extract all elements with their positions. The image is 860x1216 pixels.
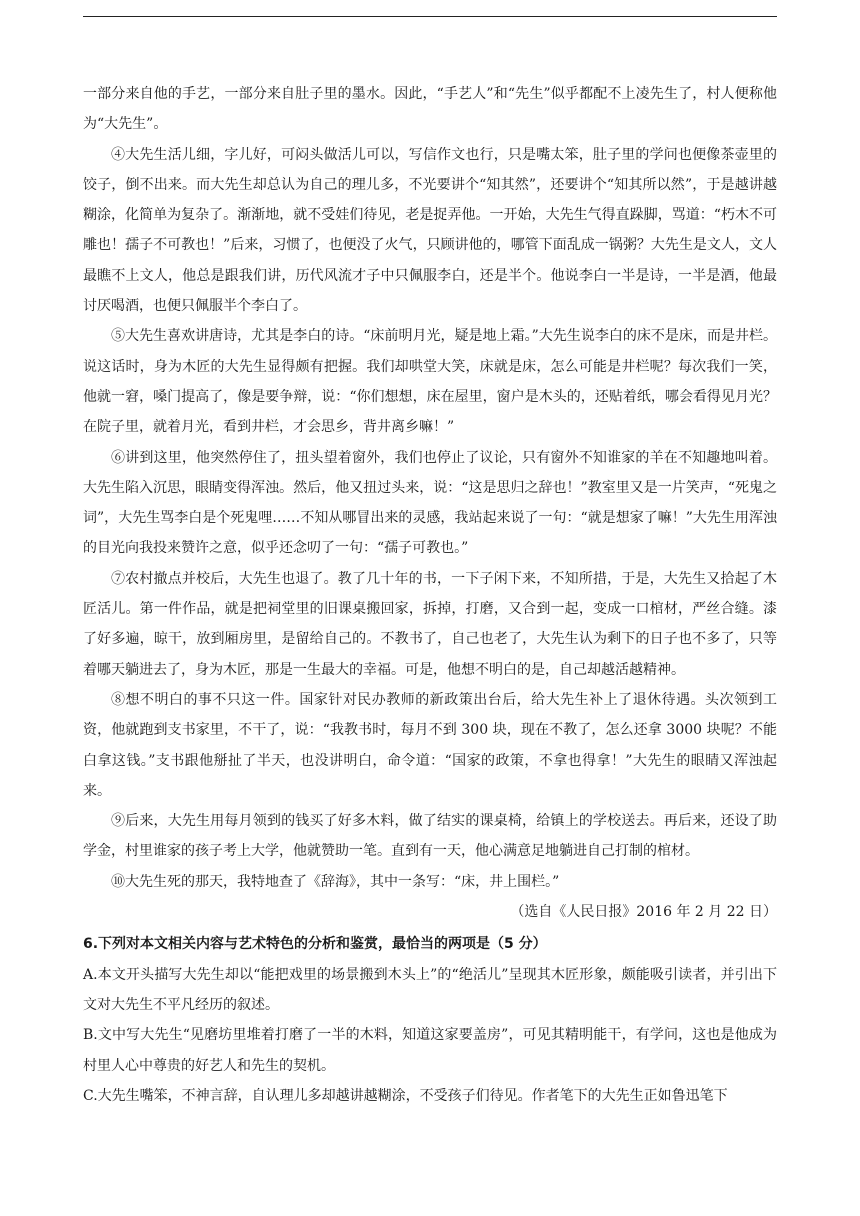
option-b: B.文中写大先生“见磨坊里堆着打磨了一半的木料，知道这家要盖房”，可见其精明能干，有学问，这也是他成为村里人心中尊贵的好艺人和先生的契机。 — [83, 1027, 777, 1074]
paragraph-9: ⑨后来，大先生用每月领到的钱买了好多木料，做了结实的课桌椅，给镇上的学校送去。再后来，还设了助学金，村里谁家的孩子考上大学，他就赞助一笔。直到有一天，他心满意足地躺进自己打制的棺材。 — [83, 813, 777, 860]
option-c: C.大先生嘴笨，不神言辞，自认理儿多却越讲越糊涂，不受孩子们待见。作者笔下的大先生正如鲁迅笔下 — [83, 1087, 728, 1104]
paragraph-5: ⑤大先生喜欢讲唐诗，尤其是李白的诗。“床前明月光，疑是地上霜。”大先生说李白的床不是床，而是井栏。说这话时，身为木匠的大先生显得颇有把握。我们却哄堂大笑，床就是床，怎么可能是井栏呢？每次我们一笑，他就一窘，嗓门提高了，像是要争辩，说：“你们想想，床在屋里，窗户是木头的，还贴着纸，哪会看得见月光？在院子里，就着月光，看到井栏，才会思乡，背井离乡嘛！” — [83, 328, 777, 436]
option-a: A.本文开头描写大先生却以“能把戏里的场景搬到木头上”的“绝活儿”呈现其木匠形象，颇能吸引读者，并引出下文对大先生不平凡经历的叙述。 — [83, 966, 777, 1013]
paragraph-7: ⑦农村撤点并校后，大先生也退了。教了几十年的书，一下子闲下来，不知所措，于是，大先生又拾起了木匠活儿。第一件作品，就是把祠堂里的旧课桌搬回家，拆掉，打磨，又合到一起，变成一口棺材，严丝合缝。漆了好多遍，晾干，放到厢房里，是留给自己的。不教书了，自己也老了，大先生认为剩下的日子也不多了，只等着哪天躺进去了，身为木匠，那是一生最大的幸福。可是，他想不明白的是，自己却越活越精神。 — [83, 570, 777, 678]
document-body — [83, 79, 777, 1111]
paragraph-6: ⑥讲到这里，他突然停住了，扭头望着窗外，我们也停止了议论，只有窗外不知谁家的羊在不知趣地叫着。大先生陷入沉思，眼睛变得浑浊。然后，他又扭过头来，说：“这是思归之辞也！”教室里又是一片笑声，“死鬼之词”，大先生骂李白是个死鬼哩……不知从哪冒出来的灵感，我站起来说了一句：“就是想家了嘛！”大先生用浑浊的目光向我投来赞许之意，似乎还念叨了一句：“孺子可教也。” — [83, 449, 777, 557]
header-rule — [83, 16, 777, 17]
source-citation: （选自《人民日报》2016 年 2 月 22 日） — [510, 904, 777, 921]
paragraph-4: ④大先生活儿细，字儿好，可闷头做活儿可以，写信作文也行，只是嘴太笨，肚子里的学问也便像茶壶里的饺子，倒不出来。而大先生却总认为自己的理儿多，不光要讲个“知其然”，还要讲个“知其所以然”，于是越讲越糊涂，化简单为复杂了。渐渐地，就不受娃们待见，老是捉弄他。一开始，大先生气得直跺脚，骂道：“朽木不可雕也！孺子不可教也！”后来，习惯了，也便没了火气，只顾讲他的，哪管下面乱成一锅粥？大先生是文人，文人最瞧不上文人，他总是跟我们讲，历代风流才子中只佩服李白，还是半个。他说李白一半是诗，一半是酒，他最讨厌喝酒，也便只佩服半个李白了。 — [83, 146, 777, 315]
question-6-title: 6.下列对本文相关内容与艺术特色的分析和鉴赏，最恰当的两项是（5 分） — [83, 936, 547, 953]
paragraph-10: ⑩大先生死的那天，我特地查了《辞海》，其中一条写：“床，井上围栏。” — [111, 873, 560, 890]
paragraph-8: ⑧想不明白的事不只这一件。国家针对民办教师的新政策出台后，给大先生补上了退休待遇。头次领到工资，他就跑到支书家里，不干了，说：“我教书时，每月不到 300 块，现在不教了，怎么还拿 3000 块呢？不能白拿这钱。”支书跟他掰扯了半天，也没讲明白，命令道：“国家的政策，不拿也得拿！”大先生的眼睛又浑浊起来。 — [83, 691, 777, 799]
paragraph-continued: 一部分来自他的手艺，一部分来自肚子里的墨水。因此，“手艺人”和“先生”似乎都配不上凌先生了，村人便称他为“大先生”。 — [83, 86, 777, 133]
